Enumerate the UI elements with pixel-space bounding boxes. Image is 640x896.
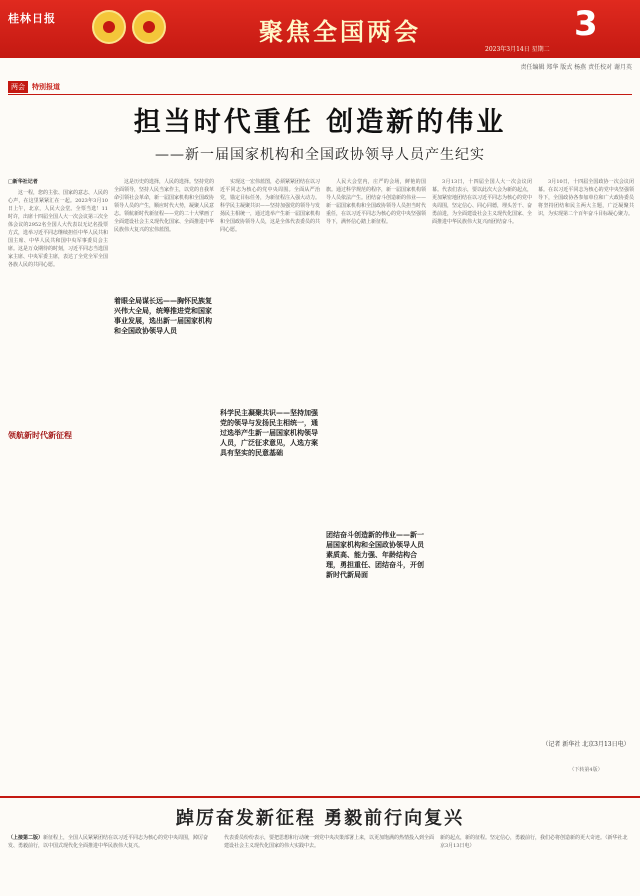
section-title: 聚焦全国两会 <box>259 17 421 46</box>
subsection-lead-3: 团结奋斗创造新的伟业——新一届国家机构和全国政协领导人员素质高、能力强、年龄结构合理，勇担重任、团结奋斗，开创新时代新局面 <box>326 530 424 579</box>
bottom-column-2 <box>224 834 434 890</box>
column-text: 新征程上，全国人民紧紧团结在以习近平同志为核心的党中央周围，踔厉奋发、勇毅前行，以中国式现代化全面推进中华民族伟大复兴。 <box>8 835 209 849</box>
subsection-lead-2: 科学民主凝聚共识——坚持加强党的领导与发扬民主相统一，通过选举产生新一届国家机构领导人员，广泛征求意见，人选方案具有坚实的民意基础 <box>220 408 318 457</box>
column-text: 这是历史的选择，人民的选择。坚持党的全面领导，坚持人民当家作主，以党的自我革命引领社会革命，新一届国家机构和全国政协领导人员的产生，顺应时代大势，凝聚人民意志。领航新时代新征程——党的二十大擘画了全面建设社会主义现代化国家、全面推进中华民族伟大复兴的宏伟蓝图。 <box>114 179 214 233</box>
bottom-column-3 <box>440 834 632 890</box>
column-text: 新的起点，新的征程。坚定信心，勇毅前行，我们必将创造新的更大奇迹。（新华社北京3月13日电） <box>440 835 628 849</box>
masthead <box>0 0 640 58</box>
article-headline: 担当时代重任 创造新的伟业 <box>133 107 507 138</box>
column-text: 3月10日，十四届全国政协一次会议闭幕。在以习近平同志为核心的党中央坚强领导下，全国政协各参加单位和广大政协委员将坚持团结和民主两大主题，广泛凝聚共识，为实现第二个百年奋斗目标凝心聚力。 <box>538 179 634 217</box>
column-text: 代表委员纷纷表示，要把思想和行动统一到党中央决策部署上来，以更加饱满的热情投入到全面建设社会主义现代化国家的伟大实践中去。 <box>224 835 434 849</box>
article-column-2 <box>114 178 214 858</box>
editors-credit: 责任编辑 郑华 版式 杨燕 责任校对 谢月英 <box>520 64 632 71</box>
article-byline: （记者 新华社 北京3月13日电） <box>538 740 634 749</box>
subsection-title: 领航新时代新征程 <box>8 430 108 440</box>
column-text: 人民大会堂内，庄严的会场，鲜艳的国旗。通过科学规范的程序，新一届国家机构领导人员依法产生。团结奋斗创造新的伟业——新一届国家机构和全国政协领导人员担当时代重任，在以习近平同志为核心的党中央坚强领导下，满怀信心踏上新征程。 <box>326 179 426 225</box>
article-column-4 <box>326 178 426 858</box>
subsection-lead-1: 着眼全局谋长远——胸怀民族复兴伟大全局，统筹推进党和国家事业发展，选出新一届国家机构和全国政协领导人员 <box>114 296 212 335</box>
source-tag: □新华社记者 <box>8 179 38 185</box>
tag-text: 特别报道 <box>32 82 60 91</box>
article-column-5 <box>432 178 532 858</box>
bottom-headline: 踔厉奋发新征程 勇毅前行向复兴 <box>175 808 465 829</box>
bottom-divider <box>0 796 640 798</box>
section-tag <box>8 80 60 94</box>
column-text: 实现这一宏伟蓝图，必须紧紧团结在以习近平同志为核心的党中央周围。全面从严治党，锚定目标任务，为新征程注入强大动力。科学民主凝聚共识——坚持加强党的领导与发扬民主相统一，通过选举产生新一届国家机构和全国政协领导人员，这是全体代表委员的共同心愿。 <box>220 179 320 233</box>
bottom-column-1 <box>8 834 218 890</box>
article-subheadline: ——新一届国家机构和全国政协领导人员产生纪实 <box>155 147 485 163</box>
continued-note: （下转第4版） <box>538 766 634 773</box>
page-number: 3 <box>574 4 598 44</box>
tag-divider <box>8 94 632 95</box>
tag-label: 两会 <box>8 81 28 93</box>
paper-name: 桂林日报 <box>8 12 56 25</box>
dateline: 2023年3月14日 星期二 <box>485 46 550 53</box>
article-column-1 <box>8 178 108 858</box>
column-text: 3月13日，十四届全国人大一次会议闭幕。代表们表示，要以此次大会为新的起点，更加紧密地团结在以习近平同志为核心的党中央周围，坚定信心、同心同德，埋头苦干、奋勇前进，为全面建设社会主义现代化国家、全面推进中华民族伟大复兴而团结奋斗。 <box>432 179 532 225</box>
cppcc-emblem-icon <box>132 10 166 44</box>
bottom-label: （上接第二版） <box>8 835 44 841</box>
national-emblem-icon <box>92 10 126 44</box>
article-column-6 <box>538 178 634 858</box>
article-column-3 <box>220 178 320 858</box>
column-text: 这一程，您的主张、国家的意志、人民的心声，在这里紧紧汇在一起。2023年3月10日上午，北京，人民大会堂。全票当选！11时许，出席十四届全国人大一次会议第三次全体会议的2952名全国人大代表以无记名投票方式，选举习近平同志继续担任中华人民共和国主席、中华人民共和国中央军事委员会主席。这是万众期待的时刻，习近平同志当选国家主席、中央军委主席，表达了全党全军全国各族人民的共同心愿。 <box>8 190 108 268</box>
